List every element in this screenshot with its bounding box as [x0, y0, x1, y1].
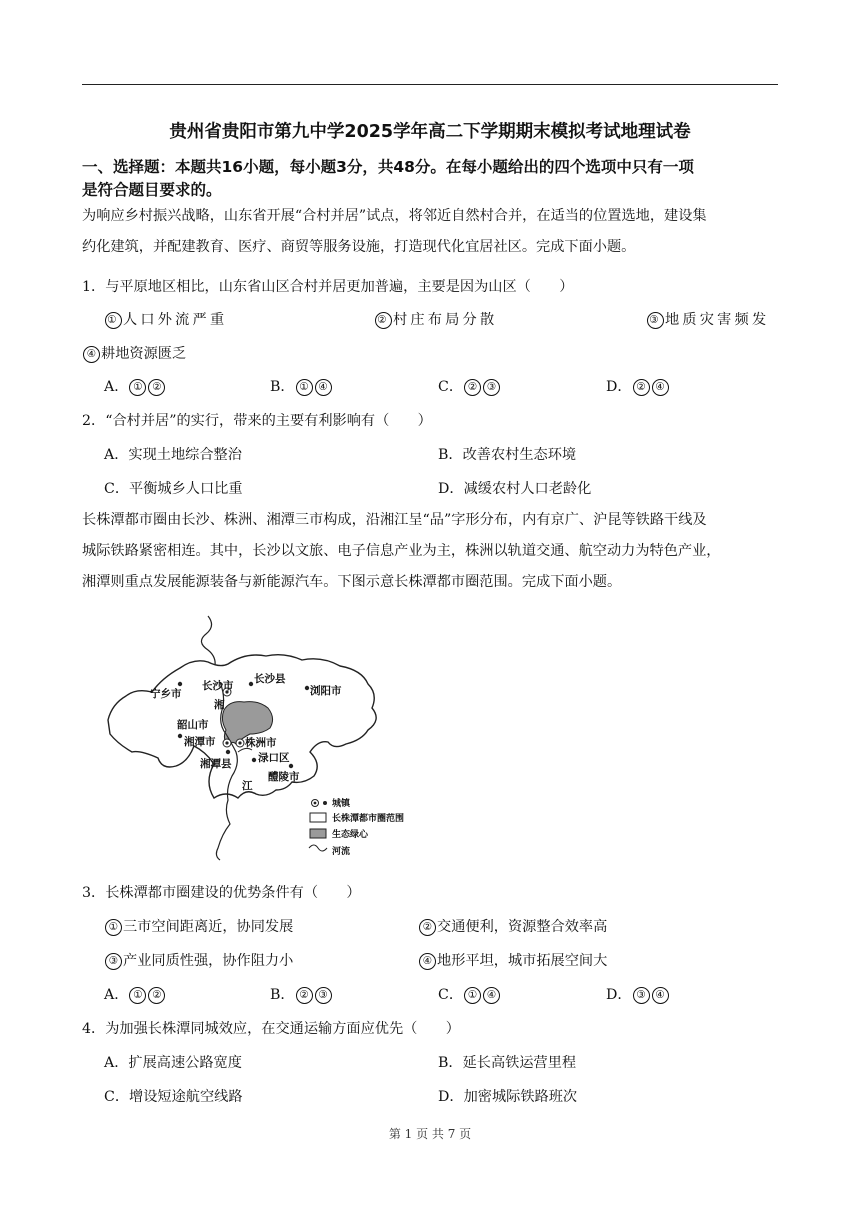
q2-choice-b[interactable]: B．改善农村生态环境 [438, 447, 577, 463]
item-text: 交通便利，资源整合效率高 [437, 919, 608, 935]
legend-river-icon [309, 845, 327, 851]
circled-number: ④ [83, 346, 100, 363]
label-xiangtan-county: 湘潭县 [200, 758, 232, 770]
q3-item [418, 950, 607, 970]
item-text: 地质灾害频发 [665, 312, 770, 328]
circled-number: ① [296, 379, 313, 396]
q1-item [82, 343, 186, 363]
town-xiangtan-county [226, 750, 230, 754]
q1-item [374, 309, 497, 329]
q3-choice-c[interactable] [438, 984, 501, 1004]
q1-choice-d[interactable] [606, 376, 670, 396]
circled-number: ③ [483, 379, 500, 396]
circled-number: ③ [633, 987, 650, 1004]
town-lukou [252, 758, 256, 762]
q3-choice-d[interactable] [606, 984, 670, 1004]
q1-choice-c[interactable] [438, 376, 501, 396]
map-legend [309, 797, 404, 857]
item-text: 村庄布局分散 [393, 312, 498, 328]
section-heading [82, 156, 782, 202]
circled-number: ① [129, 987, 146, 1004]
section-heading-line: 一、选择题：本题共16小题，每小题3分，共48分。在每小题给出的四个选项中只有一项 [82, 158, 694, 176]
q1-choice-b[interactable] [270, 376, 333, 396]
q3-item [418, 916, 607, 936]
label-changsha-city: 长沙市 [202, 680, 234, 692]
label-liuyang: 浏阳市 [310, 685, 342, 697]
circled-number: ④ [419, 953, 436, 970]
label-xiang: 湘 [214, 699, 225, 711]
q4-stem: 4．为加强长株潭同城效应，在交通运输方面应优先（ ） [82, 1021, 460, 1037]
label-lukou: 渌口区 [258, 752, 290, 764]
circled-number: ② [148, 379, 165, 396]
label-zhuzhou-city: 株洲市 [245, 737, 277, 749]
q2-stem: 2．“合村并居”的实行，带来的主要有利影响有（ ） [82, 413, 432, 429]
legend-scope-label: 长株潭都市圈范围 [332, 814, 405, 824]
q1-item [646, 309, 769, 329]
q3-stem: 3．长株潭都市圈建设的优势条件有（ ） [82, 885, 361, 901]
passage-line: 湘潭则重点发展能源装备与新能源汽车。下图示意长株潭都市圈范围。完成下面小题。 [82, 574, 622, 590]
item-text: 耕地资源匮乏 [101, 346, 187, 362]
circled-number: ③ [105, 953, 122, 970]
q3-choice-a[interactable] [104, 984, 166, 1004]
circled-number: ① [105, 312, 122, 329]
town-shaoshan [178, 734, 182, 738]
label-shaoshan: 韶山市 [177, 719, 209, 731]
q4-choice-c[interactable]: C．增设短途航空线路 [104, 1089, 243, 1105]
q1-stem: 1．与平原地区相比，山东省山区合村并居更加普遍，主要是因为山区（ ） [82, 279, 574, 295]
circled-number: ③ [647, 312, 664, 329]
circled-number: ② [148, 987, 165, 1004]
header-rule [82, 84, 778, 85]
legend-green-label: 生态绿心 [332, 830, 369, 840]
circled-number: ① [129, 379, 146, 396]
label-jiang: 江 [242, 780, 253, 792]
item-text: 三市空间距离近，协同发展 [123, 919, 294, 935]
town-xiangtan-city [223, 739, 231, 747]
circled-number: ① [105, 919, 122, 936]
item-text: 人口外流严重 [123, 312, 228, 328]
circled-number: ② [375, 312, 392, 329]
label-liling: 醴陵市 [268, 771, 300, 783]
q4-choice-a[interactable]: A．扩展高速公路宽度 [104, 1055, 242, 1071]
q2-choice-d[interactable]: D．减缓农村人口老龄化 [438, 481, 592, 497]
passage-line: 约化建筑，并配建教育、医疗、商贸等服务设施，打造现代化宜居社区。完成下面小题。 [82, 239, 636, 255]
label-changsha-county: 长沙县 [254, 673, 286, 685]
legend-scope-icon [310, 813, 326, 822]
section-heading-line: 是符合题目要求的。 [82, 181, 222, 199]
choice-label: C． [438, 379, 464, 395]
q4-choice-d[interactable]: D．加密城际铁路班次 [438, 1089, 578, 1105]
q3-choice-b[interactable] [270, 984, 333, 1004]
choice-label: B． [270, 987, 295, 1003]
legend-river-label: 河流 [332, 847, 351, 857]
passage-line: 长株潭都市圈由长沙、株洲、湘潭三市构成，沿湘江呈“品”字形分布，内有京广、沪昆等铁路干线及 [82, 512, 707, 528]
town-zhuzhou-city [236, 739, 244, 747]
legend-town-label: 城镇 [332, 799, 351, 809]
circled-number: ② [419, 919, 436, 936]
label-xiangtan-city: 湘潭市 [184, 736, 216, 748]
choice-label: D． [606, 987, 632, 1003]
q3-item [104, 950, 293, 970]
page-footer: 第 1 页 共 7 页 [388, 1127, 472, 1141]
circled-number: ④ [315, 379, 332, 396]
choice-label: A． [104, 987, 129, 1003]
q1-choice-a[interactable] [104, 376, 166, 396]
choice-label: A． [104, 379, 129, 395]
passage-2 [82, 505, 782, 598]
circled-number: ② [296, 987, 313, 1004]
changzhutan-map [96, 612, 405, 860]
circled-number: ④ [652, 379, 669, 396]
choice-label: D． [606, 379, 632, 395]
q1-item [104, 309, 227, 329]
choice-label: C． [438, 987, 464, 1003]
q4-choice-b[interactable]: B．延长高铁运营里程 [438, 1055, 577, 1071]
exam-title: 贵州省贵阳市第九中学2025学年高二下学期期末模拟考试地理试卷 [169, 122, 691, 142]
circled-number: ② [633, 379, 650, 396]
circled-number: ④ [483, 987, 500, 1004]
choice-label: B． [270, 379, 295, 395]
q3-item [104, 916, 293, 936]
circled-number: ③ [315, 987, 332, 1004]
passage-line: 为响应乡村振兴战略，山东省开展“合村并居”试点，将邻近自然村合并，在适当的位置选地，建设集 [82, 208, 707, 224]
label-ningxiang: 宁乡市 [150, 688, 182, 700]
town-changsha-county [249, 682, 253, 686]
item-text: 产业同质性强，协作阻力小 [123, 953, 294, 969]
legend-green-icon [310, 829, 326, 838]
q2-choice-c[interactable]: C．平衡城乡人口比重 [104, 481, 243, 497]
circled-number: ④ [652, 987, 669, 1004]
q2-choice-a[interactable]: A．实现土地综合整治 [104, 447, 242, 463]
circled-number: ② [464, 379, 481, 396]
town-ningxiang [178, 682, 182, 686]
circled-number: ① [464, 987, 481, 1004]
town-liling [289, 764, 293, 768]
town-liuyang [305, 686, 309, 690]
item-text: 地形平坦，城市拓展空间大 [437, 953, 608, 969]
passage-1 [82, 201, 782, 263]
passage-line: 城际铁路紧密相连。其中，长沙以文旅、电子信息产业为主，株洲以轨道交通、航空动力为特色产业， [82, 543, 721, 559]
